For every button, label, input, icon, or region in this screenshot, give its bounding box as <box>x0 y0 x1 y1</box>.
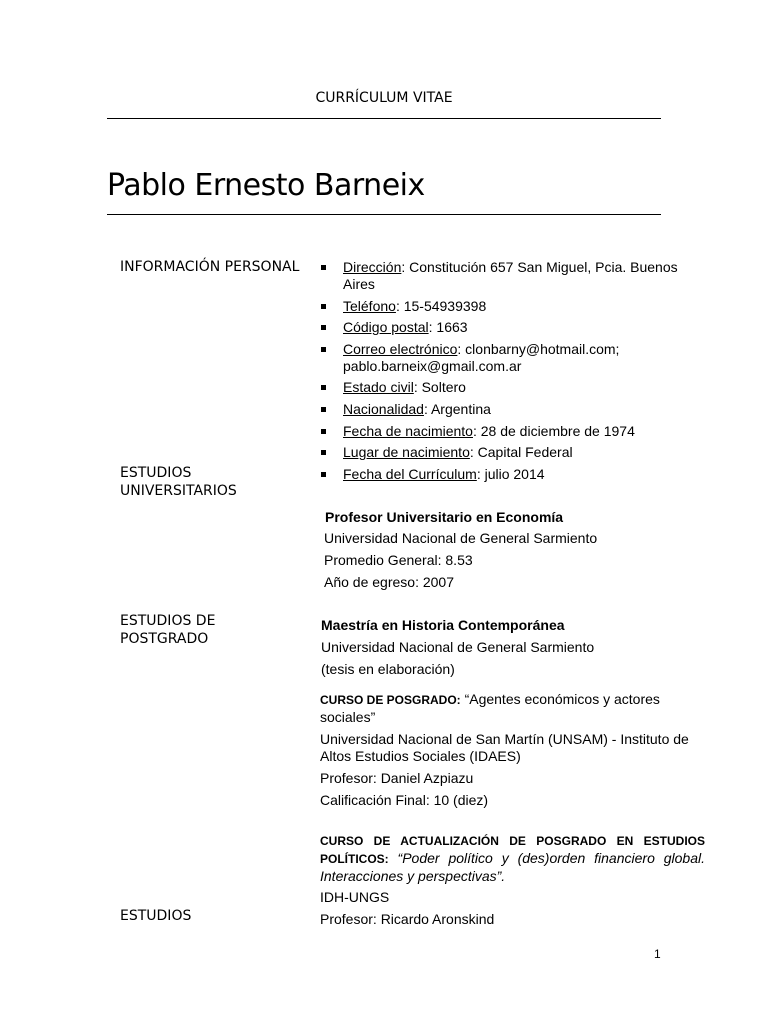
list-item: Estado civil: Soltero <box>319 379 709 396</box>
section-label-postgrad: ESTUDIOS DE POSTGRADO <box>120 613 216 647</box>
course-1-institution: Universidad Nacional de San Martín (UNSAM) - Instituto de Altos Estudios Sociales (IDAES) <box>320 731 689 764</box>
postgrad-status: (tesis en elaboración) <box>321 661 455 677</box>
course-2-institution: IDH-UNGS <box>320 889 390 905</box>
university-degree: Profesor Universitario en Economía <box>325 509 564 525</box>
page-number: 1 <box>654 947 661 961</box>
section-label-personal: INFORMACIÓN PERSONAL <box>120 259 300 275</box>
title-divider <box>107 118 661 119</box>
list-item: Teléfono: 15-54939398 <box>319 298 709 315</box>
section-label-university: ESTUDIOS UNIVERSITARIOS <box>120 465 237 499</box>
bullet-icon <box>321 429 326 434</box>
list-item: Fecha de nacimiento: 28 de diciembre de 1974 <box>319 423 709 440</box>
postgrad-institution: Universidad Nacional de General Sarmiento <box>321 639 595 655</box>
bullet-icon <box>321 325 326 330</box>
list-item: Nacionalidad: Argentina <box>319 401 709 418</box>
postgrad-degree: Maestría en Historia Contemporánea <box>321 617 565 633</box>
list-item: Dirección: Constitución 657 San Miguel, Pcia. Buenos Aires <box>319 259 709 293</box>
course-1-grade: Calificación Final: 10 (diez) <box>320 792 489 808</box>
course-1-title: CURSO DE POSGRADO: “Agentes económicos y actores sociales” <box>320 691 660 725</box>
bullet-icon <box>321 385 326 390</box>
course-2-title: CURSO DE ACTUALIZACIÓN DE POSGRADO EN ESTUDIOS POLÍTICOS: “Poder político y (des)orden financiero global. Interacciones y perspectivas”. <box>320 834 705 884</box>
university-institution: Universidad Nacional de General Sarmiento <box>324 530 598 546</box>
course-1-professor: Profesor: Daniel Azpiazu <box>320 770 474 786</box>
personal-info-list <box>319 259 709 487</box>
bullet-icon <box>321 407 326 412</box>
section-label-studies: ESTUDIOS <box>120 908 192 924</box>
list-item: Código postal: 1663 <box>319 319 709 336</box>
university-average: Promedio General: 8.53 <box>324 552 473 568</box>
bullet-icon <box>321 304 326 309</box>
list-item: Correo electrónico: clonbarny@hotmail.com; pablo.barneix@gmail.com.ar <box>319 341 709 375</box>
list-item: Fecha del Currículum: julio 2014 <box>319 466 709 483</box>
bullet-icon <box>321 450 326 455</box>
bullet-icon <box>321 347 326 352</box>
person-name: Pablo Ernesto Barneix <box>107 168 425 203</box>
course-2-professor: Profesor: Ricardo Aronskind <box>320 911 495 927</box>
list-item: Lugar de nacimiento: Capital Federal <box>319 444 709 461</box>
bullet-icon <box>321 265 326 270</box>
bullet-icon <box>321 472 326 477</box>
document-title: CURRÍCULUM VITAE <box>315 90 453 106</box>
university-graduation: Año de egreso: 2007 <box>324 574 454 590</box>
name-divider <box>107 214 661 215</box>
